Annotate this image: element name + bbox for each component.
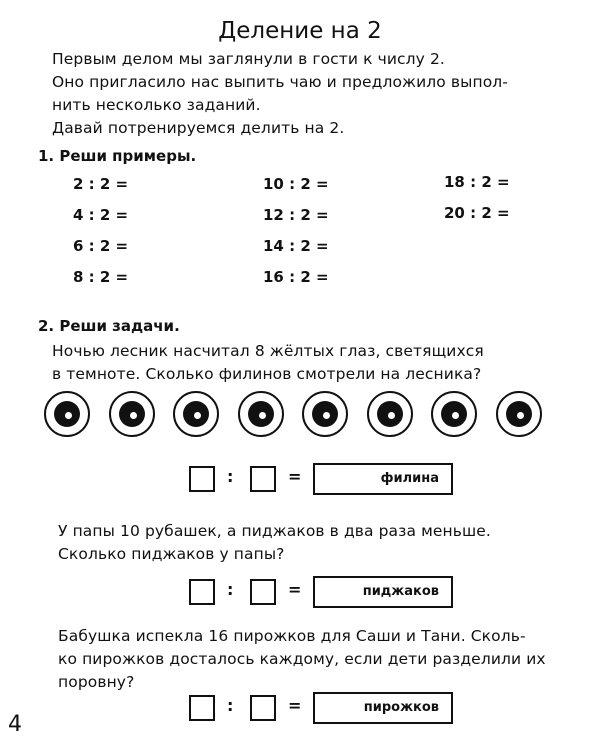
problem-2-line-1: У папы 10 рубашек, а пиджаков в два раза меньше. (58, 522, 491, 540)
eye-glint (194, 412, 201, 419)
example-20-div-2: 20 : 2 = (444, 204, 510, 222)
answer-box-dividend-1[interactable] (189, 466, 215, 492)
eye-glint (388, 412, 395, 419)
equals-sign: = (288, 580, 302, 599)
eye-glint (130, 412, 137, 419)
task-2-heading: 2. Реши задачи. (38, 317, 180, 335)
answer-box-divisor-1[interactable] (250, 466, 276, 492)
page-number: 4 (8, 712, 22, 737)
owl-eye (431, 391, 477, 437)
answer-box-divisor-3[interactable] (250, 695, 276, 721)
problem-1-line-2: в темноте. Сколько филинов смотрели на лесника? (52, 365, 482, 383)
example-10-div-2: 10 : 2 = (263, 175, 329, 193)
divide-sign: : (227, 696, 234, 715)
owl-eye (109, 391, 155, 437)
eye-glint (323, 412, 330, 419)
problem-3-line-1: Бабушка испекла 16 пирожков для Саши и Тани. Сколь- (58, 627, 526, 645)
example-6-div-2: 6 : 2 = (73, 237, 129, 255)
intro-line-2: Оно пригласило нас выпить чаю и предложило выпол- (52, 73, 508, 91)
example-18-div-2: 18 : 2 = (444, 173, 510, 191)
example-4-div-2: 4 : 2 = (73, 206, 129, 224)
eye-glint (452, 412, 459, 419)
answer-box-dividend-2[interactable] (189, 579, 215, 605)
owl-eye (238, 391, 284, 437)
problem-3-line-2: ко пирожков досталось каждому, если дети разделили их (58, 650, 546, 668)
equals-sign: = (288, 696, 302, 715)
answer-box-dividend-3[interactable] (189, 695, 215, 721)
example-12-div-2: 12 : 2 = (263, 206, 329, 224)
divide-sign: : (227, 580, 234, 599)
example-8-div-2: 8 : 2 = (73, 268, 129, 286)
answer-field-owls[interactable]: филина (313, 463, 453, 495)
answer-box-divisor-2[interactable] (250, 579, 276, 605)
intro-line-1: Первым делом мы заглянули в гости к числу 2. (52, 50, 445, 68)
owl-eye (367, 391, 413, 437)
task-1-heading: 1. Реши примеры. (38, 147, 197, 165)
eye-glint (259, 412, 266, 419)
page-title: Деление на 2 (218, 18, 382, 44)
problem-3-line-3: поровну? (58, 673, 135, 691)
example-14-div-2: 14 : 2 = (263, 237, 329, 255)
eye-glint (517, 412, 524, 419)
problem-1-line-1: Ночью лесник насчитал 8 жёлтых глаз, светящихся (52, 342, 484, 360)
problem-2-line-2: Сколько пиджаков у папы? (58, 545, 285, 563)
equals-sign: = (288, 467, 302, 486)
owl-eye (173, 391, 219, 437)
owl-eye (302, 391, 348, 437)
divide-sign: : (227, 467, 234, 486)
answer-field-jackets[interactable]: пиджаков (313, 576, 453, 608)
owl-eye (44, 391, 90, 437)
intro-line-3: нить несколько заданий. (52, 96, 261, 114)
owl-eye (496, 391, 542, 437)
intro-line-4: Давай потренируемся делить на 2. (52, 119, 345, 137)
example-16-div-2: 16 : 2 = (263, 268, 329, 286)
answer-field-pies[interactable]: пирожков (313, 692, 453, 724)
example-2-div-2: 2 : 2 = (73, 175, 129, 193)
eye-glint (65, 412, 72, 419)
